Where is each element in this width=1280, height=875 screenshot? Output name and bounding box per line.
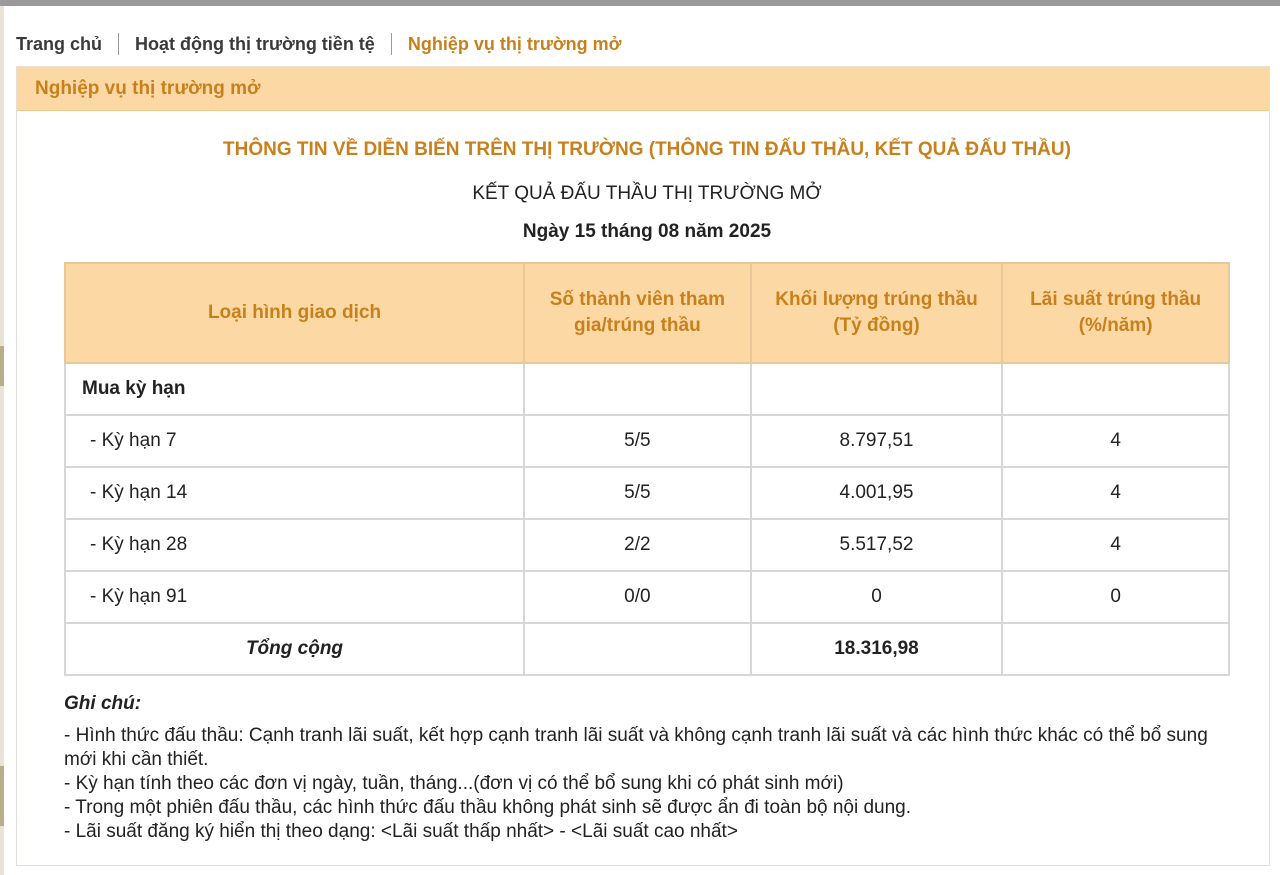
table-row (65, 467, 1229, 519)
header-members: Số thành viên tham gia/trúng thầu (524, 263, 751, 363)
market-info-heading: THÔNG TIN VỀ DIỄN BIẾN TRÊN THỊ TRƯỜNG (THÔNG TIN ĐẤU THẦU, KẾT QUẢ ĐẤU THẦU) (223, 139, 1071, 160)
table-row (65, 519, 1229, 571)
table-total-row (65, 623, 1229, 675)
left-strip-segment (0, 346, 4, 386)
table-header-row (65, 263, 1229, 363)
row-volume: 4.001,95 (751, 467, 1003, 519)
breadcrumb-section-link[interactable]: Hoạt động thị trường tiền tệ (135, 33, 375, 54)
row-type: - Kỳ hạn 28 (65, 519, 524, 571)
group-label: Mua kỳ hạn (65, 363, 524, 415)
row-rate: 4 (1002, 519, 1229, 571)
total-volume: 18.316,98 (751, 623, 1003, 675)
breadcrumb-separator (118, 33, 119, 55)
note-line: - Hình thức đấu thầu: Cạnh tranh lãi suất, kết hợp cạnh tranh lãi suất và không cạnh tranh lãi suất và các hình thức khác có thể bổ sung mới khi cần thiết. (64, 725, 1208, 770)
table-group-row (65, 363, 1229, 415)
note-line: - Kỳ hạn tính theo các đơn vị ngày, tuần, tháng...(đơn vị có thể bổ sung khi có phát sinh mới) (64, 773, 844, 794)
browser-top-bar (0, 0, 1280, 6)
row-type: - Kỳ hạn 91 (65, 571, 524, 623)
table-cell (751, 363, 1003, 415)
table-cell (524, 623, 751, 675)
row-members: 5/5 (524, 467, 751, 519)
auction-results-table (64, 262, 1230, 676)
table-cell (1002, 623, 1229, 675)
content-panel (16, 66, 1270, 866)
notes-section (64, 692, 1244, 844)
header-rate: Lãi suất trúng thầu (%/năm) (1002, 263, 1229, 363)
notes-title: Ghi chú: (64, 693, 142, 714)
row-volume: 0 (751, 571, 1003, 623)
row-type: - Kỳ hạn 7 (65, 415, 524, 467)
auction-date: Ngày 15 tháng 08 năm 2025 (522, 221, 772, 242)
row-members: 2/2 (524, 519, 751, 571)
breadcrumb (16, 32, 621, 56)
table-row (65, 571, 1229, 623)
left-edge-strip (0, 6, 4, 875)
left-strip-segment (0, 766, 4, 826)
breadcrumb-separator (391, 33, 392, 55)
total-label: Tổng cộng (65, 623, 524, 675)
row-members: 5/5 (524, 415, 751, 467)
row-type: - Kỳ hạn 14 (65, 467, 524, 519)
row-members: 0/0 (524, 571, 751, 623)
row-volume: 5.517,52 (751, 519, 1003, 571)
table-cell (524, 363, 751, 415)
header-volume: Khối lượng trúng thầu (Tỷ đồng) (751, 263, 1003, 363)
panel-title: Nghiệp vụ thị trường mở (17, 67, 1269, 111)
row-volume: 8.797,51 (751, 415, 1003, 467)
row-rate: 4 (1002, 467, 1229, 519)
row-rate: 0 (1002, 571, 1229, 623)
note-line: - Trong một phiên đấu thầu, các hình thức đấu thầu không phát sinh sẽ được ẩn đi toàn bộ nội dung. (64, 797, 912, 818)
table-row (65, 415, 1229, 467)
breadcrumb-current: Nghiệp vụ thị trường mở (407, 33, 622, 54)
breadcrumb-home-link[interactable]: Trang chủ (16, 33, 103, 54)
header-transaction-type: Loại hình giao dịch (65, 263, 524, 363)
table-cell (1002, 363, 1229, 415)
row-rate: 4 (1002, 415, 1229, 467)
auction-result-subheading: KẾT QUẢ ĐẤU THẦU THỊ TRƯỜNG MỞ (472, 183, 822, 204)
note-line: - Lãi suất đăng ký hiển thị theo dạng: <Lãi suất thấp nhất> - <Lãi suất cao nhất> (64, 821, 738, 842)
